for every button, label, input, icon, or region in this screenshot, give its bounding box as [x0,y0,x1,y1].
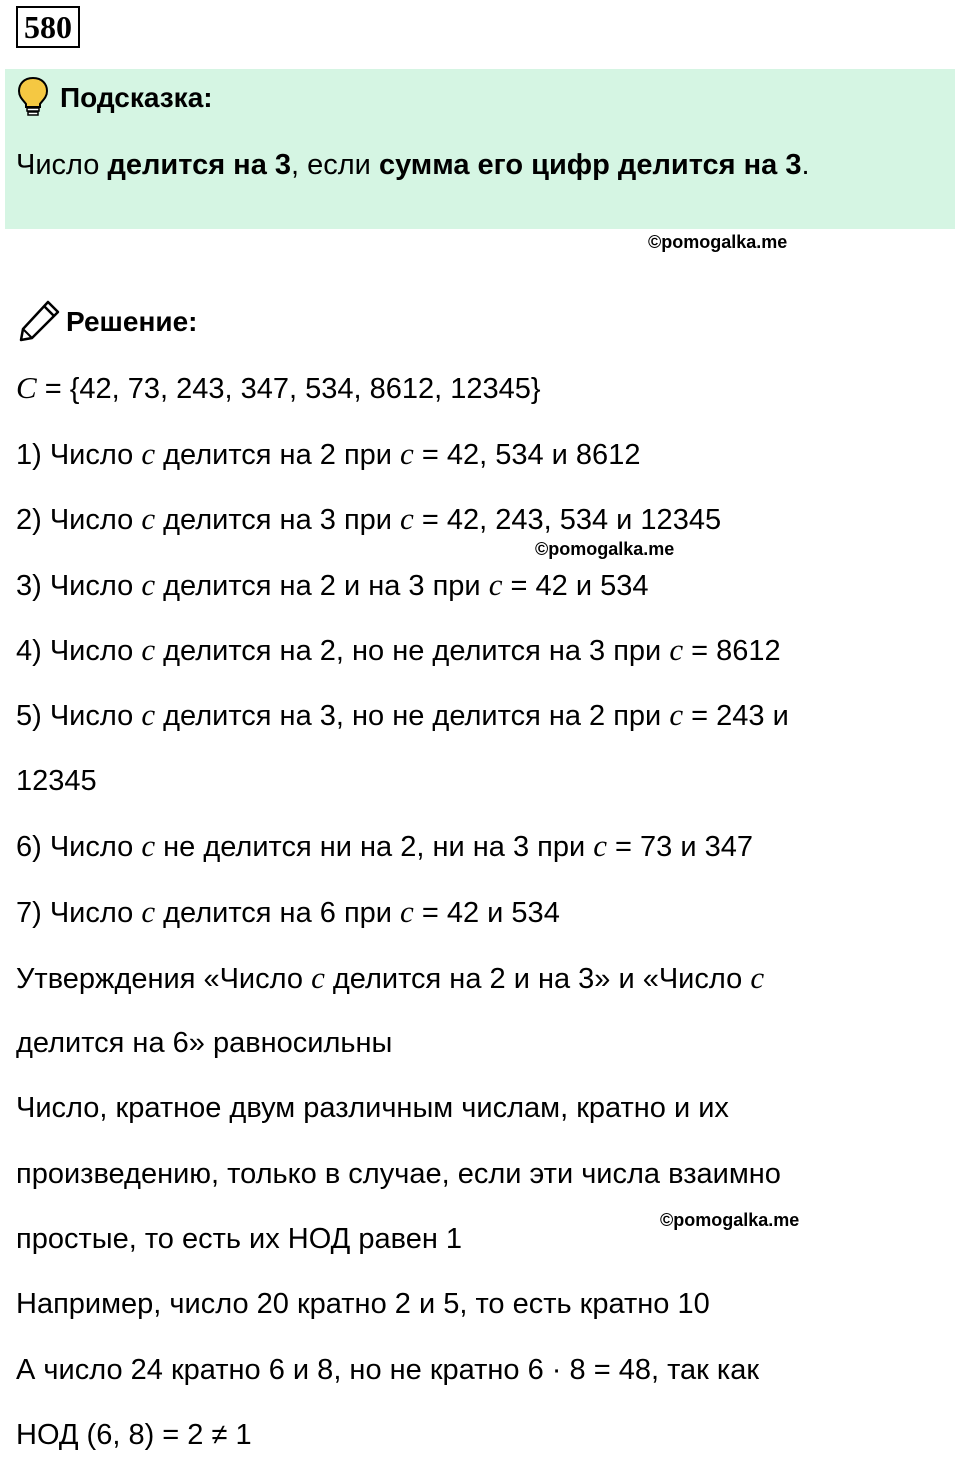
paragraph-line-2: произведению, только в случае, если эти числа взаимно [16,1158,781,1190]
statement-line: Утверждения «Число c делится на 2 и на 3» и «Число c [16,960,765,995]
watermark: ©pomogalka.me [648,232,788,252]
example-line-1: Например, число 20 кратно 2 и 5, то есть кратно 10 [16,1288,710,1320]
set-definition: C = {42, 73, 243, 347, 534, 8612, 12345} [16,370,541,405]
solution-line-2: 2) Число c делится на 3 при c = 42, 243, 534 и 12345 [16,501,722,536]
example-line-2: А число 24 кратно 6 и 8, но не кратно 6 · 8 = 48, так как [16,1354,760,1386]
solution-line-4: 4) Число c делится на 2, но не делится на 3 при c = 8612 [16,632,781,667]
solution-title: Решение: [66,306,198,337]
lightbulb-icon [16,76,50,118]
watermark: ©pomogalka.me [535,539,675,559]
paragraph-line-3: простые, то есть их НОД равен 1 [16,1223,463,1255]
example-line-3: НОД (6, 8) = 2 ≠ 1 [16,1419,252,1451]
solution-line-6: 6) Число c не делится ни на 2, ни на 3 при c = 73 и 347 [16,828,754,863]
solution-line-5: 5) Число c делится на 3, но не делится на 2 при c = 243 и [16,697,789,732]
statement-line-cont: делится на 6» равносильны [16,1027,393,1059]
solution-line-5-cont: 12345 [16,765,97,797]
pencil-icon [18,298,62,342]
solution-line-1: 1) Число c делится на 2 при c = 42, 534 и 8612 [16,436,641,471]
solution-line-7: 7) Число c делится на 6 при c = 42 и 534 [16,894,560,929]
hint-text: Число делится на 3, если сумма его цифр делится на 3. [16,149,810,181]
solution-line-3: 3) Число c делится на 2 и на 3 при c = 42 и 534 [16,567,649,602]
watermark: ©pomogalka.me [660,1210,800,1230]
hint-title: Подсказка: [60,82,213,113]
task-number: 580 [16,6,80,48]
paragraph-line-1: Число, кратное двум различным числам, кратно и их [16,1092,729,1124]
